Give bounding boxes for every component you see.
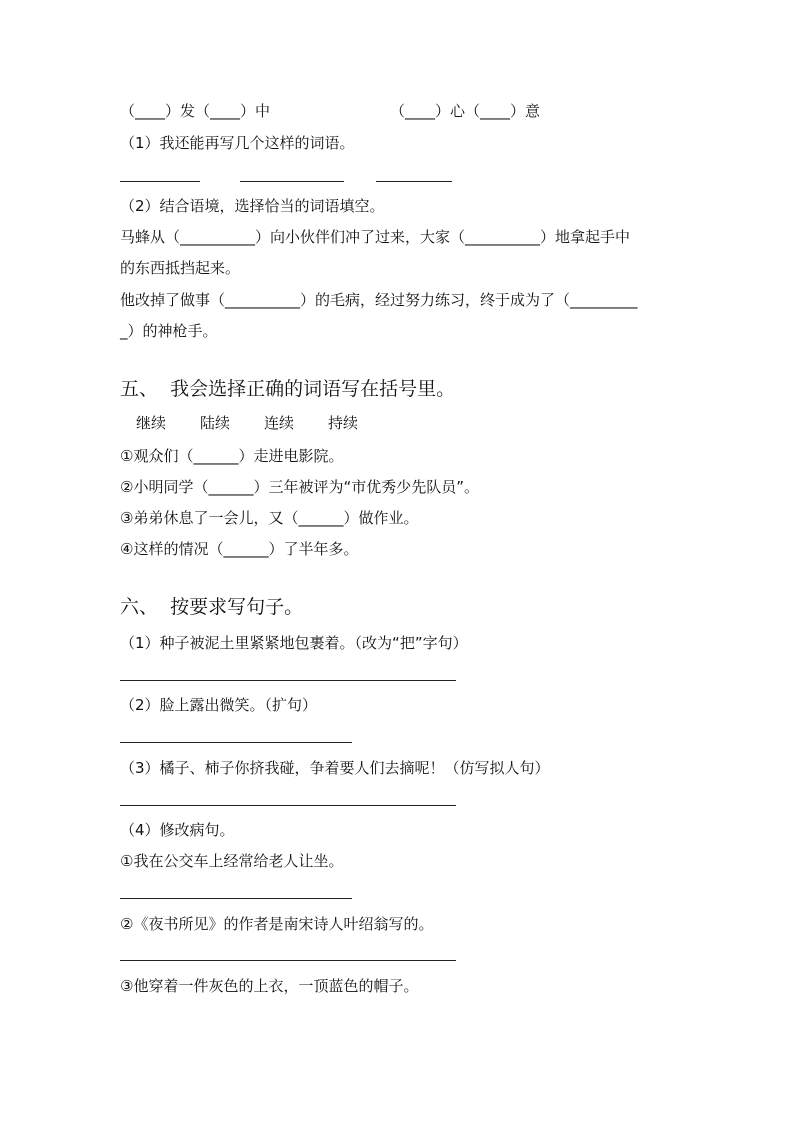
faulty-sentence-2: ②《夜书所见》的作者是南宋诗人叶绍翁写的。 — [120, 915, 434, 933]
answer-line[interactable] — [120, 680, 456, 681]
word-option: 陆续 — [200, 414, 231, 432]
answer-line[interactable] — [120, 960, 456, 961]
sentence-1a: 马蜂从（__________）向小伙伴们冲了过来，大家（__________）地拿起手中 — [120, 228, 631, 246]
answer-line[interactable] — [120, 742, 352, 743]
faulty-sentence-3: ③他穿着一件灰色的上衣，一顶蓝色的帽子。 — [120, 977, 419, 995]
sentence-2b: _）的神枪手。 — [120, 322, 218, 340]
sentence-2a: 他改掉了做事（__________）的毛病，经过努力练习，终于成为了（_________ — [120, 291, 638, 309]
word-option: 继续 — [136, 414, 167, 432]
answer-line[interactable] — [120, 805, 456, 806]
rewrite-question-3: （3）橘子、柿子你挤我碰，争着要人们去摘呢！（仿写拟人句） — [120, 759, 550, 777]
word-option: 连续 — [264, 414, 295, 432]
fill-item: ③弟弟休息了一会儿，又（______）做作业。 — [120, 509, 419, 527]
section-6-heading: 六、 按要求写句子。 — [120, 596, 304, 618]
question-2: （2）结合语境，选择恰当的词语填空。 — [120, 197, 385, 215]
question-1: （1）我还能再写几个这样的词语。 — [120, 134, 355, 152]
idiom-blank-1: （____）发（____）中 — [120, 102, 271, 120]
word-option: 持续 — [328, 414, 359, 432]
fill-item: ①观众们（______）走进电影院。 — [120, 447, 344, 465]
fill-item: ②小明同学（______）三年被评为“市优秀少先队员”。 — [120, 478, 479, 496]
idiom-blank-2: （____）心（____）意 — [390, 102, 541, 120]
fill-item: ④这样的情况（______）了半年多。 — [120, 540, 359, 558]
faulty-sentence-1: ①我在公交车上经常给老人让坐。 — [120, 852, 344, 870]
answer-line[interactable] — [120, 898, 352, 899]
sentence-1b: 的东西抵挡起来。 — [120, 259, 241, 277]
answer-line[interactable] — [120, 181, 200, 182]
rewrite-question-1: （1）种子被泥土里紧紧地包裹着。（改为“把”字句） — [120, 634, 468, 652]
rewrite-question-2: （2）脸上露出微笑。（扩句） — [120, 696, 318, 714]
rewrite-question-4: （4）修改病句。 — [120, 821, 235, 839]
answer-line[interactable] — [240, 181, 344, 182]
answer-line[interactable] — [376, 181, 452, 182]
section-5-heading: 五、 我会选择正确的词语写在括号里。 — [120, 378, 456, 400]
